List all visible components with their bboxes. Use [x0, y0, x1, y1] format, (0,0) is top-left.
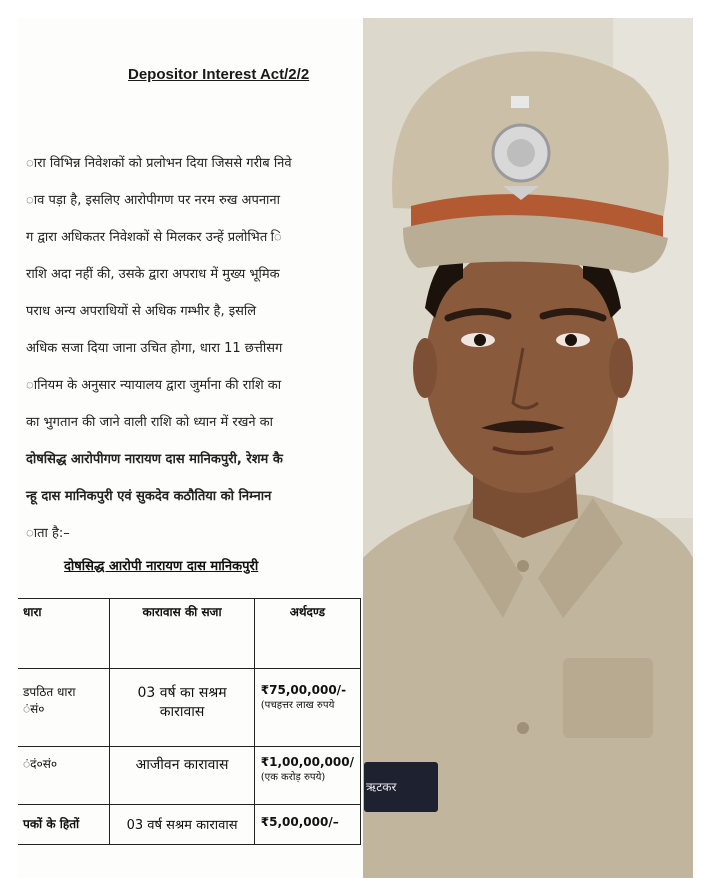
table-row	[18, 669, 361, 747]
document-title: Depositor Interest Act/2/2	[128, 66, 310, 83]
fine-words: (एक करोड़ रुपये)	[260, 772, 326, 783]
table-cell-section	[18, 805, 110, 845]
table-cell-sentence	[110, 747, 254, 805]
section-text: पकों के हितों	[23, 817, 80, 831]
section-text: ंदं०सं०	[23, 757, 58, 771]
sentence-table	[18, 598, 361, 845]
officer-photo	[363, 18, 693, 878]
document-line: राशि अदा नहीं की, उसके द्वारा अपराध में मुख्य भूमिक	[26, 267, 280, 282]
table-header: अर्थदण्ड	[254, 599, 360, 669]
table-cell-section	[18, 669, 110, 747]
document-line: ानियम के अनुसार न्यायालय द्वारा जुर्माना की राशि का	[26, 378, 282, 393]
fine-amount: ₹75,00,000/-	[260, 683, 347, 697]
fine-amount: ₹5,00,000/–	[260, 815, 339, 829]
pupil-left	[474, 334, 486, 346]
shirt-button-icon	[517, 560, 529, 572]
table-row	[18, 805, 361, 845]
table-header: धारा	[18, 599, 110, 669]
officer-illustration	[363, 18, 693, 878]
shirt-pocket	[563, 658, 653, 738]
table-header: कारावास की सजा	[110, 599, 254, 669]
document-line: पराध अन्य अपराधियों से अधिक गम्भीर है, इसलि	[26, 304, 257, 319]
name-tag: ऋटकर	[364, 762, 438, 812]
ear-right	[609, 338, 633, 398]
pupil-right	[565, 334, 577, 346]
document-line: न्हू दास मानिकपुरी एवं सुकदेव कठौतिया को निम्नान	[26, 489, 272, 504]
section-text: ंसं०	[23, 702, 45, 716]
document-line: का भुगतान की जाने वाली राशि को ध्यान में रखने का	[26, 415, 274, 430]
shirt-button-icon	[517, 722, 529, 734]
table-cell-fine	[254, 747, 360, 805]
table-cell-sentence	[110, 669, 254, 747]
table-cell-sentence	[110, 805, 254, 845]
sentence-text: 03 वर्ष का सश्रम	[137, 685, 227, 701]
section-text: डपठित धारा	[23, 685, 76, 699]
document-line: ाव पड़ा है, इसलिए आरोपीगण पर नरम रुख अपनाना	[26, 193, 280, 208]
document-page	[18, 18, 363, 878]
document-line: ग द्वारा अधिकतर निवेशकों से मिलकर उन्हें प्रलोभित ि	[26, 230, 282, 245]
table-cell-fine	[254, 669, 360, 747]
sentence-text: कारावास	[159, 704, 205, 720]
fine-amount: ₹1,00,00,000/	[260, 755, 354, 769]
table-cell-section	[18, 747, 110, 805]
convict-subheading: दोषसिद्ध आरोपी नारायण दास मानिकपुरी	[64, 559, 259, 574]
document-line: अधिक सजा दिया जाना उचित होगा, धारा 11 छत्तीसग	[26, 341, 283, 356]
table-row	[18, 747, 361, 805]
document-line: ारा विभिन्न निवेशकों को प्रलोभन दिया जिससे गरीब निवे	[26, 156, 292, 171]
fine-words: (पचहत्तर लाख रुपये	[260, 700, 335, 711]
document-line: ाता है:–	[26, 526, 70, 541]
document-line: दोषसिद्ध आरोपीगण नारायण दास मानिकपुरी, रेशम कै	[26, 452, 283, 467]
ear-left	[413, 338, 437, 398]
table-header-row	[18, 599, 361, 669]
sentence-text: आजीवन कारावास	[135, 757, 229, 773]
table-cell-fine	[254, 805, 360, 845]
sentence-text: 03 वर्ष सश्रम कारावास	[126, 818, 238, 833]
